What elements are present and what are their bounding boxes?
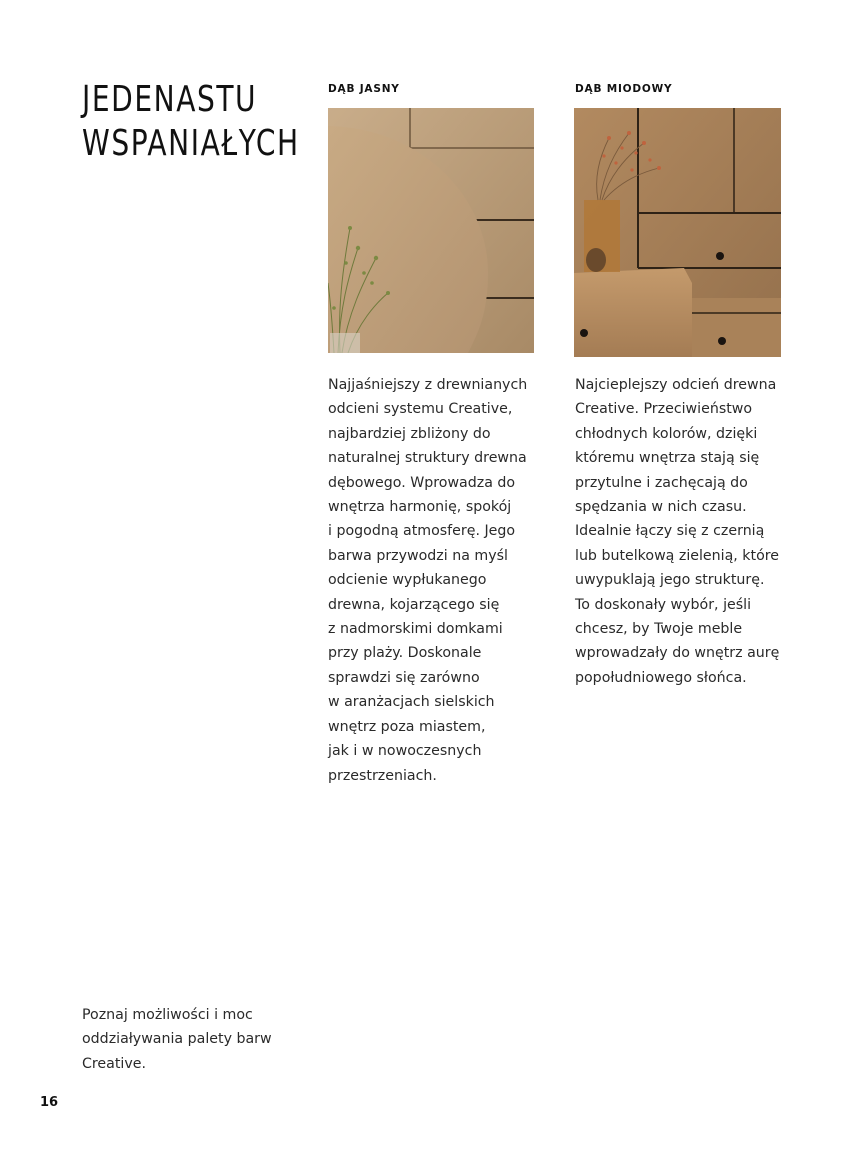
swatch-label-light-oak: DĄB JASNY [328, 83, 400, 95]
footer-note: Poznaj możliwości i moc oddziaływania palety barw Creative. [82, 1007, 272, 1072]
honey-oak-description: Najcieplejszy odcień drewna Creative. Przeciwieństwo chłodnych kolorów, dzięki któremu wnętrza stają się przytulne i zachęcają do spędzania w nich czasu. Idealnie łączy się z czernią lub butelkową zielenią, które uwypuklają jego strukturę. To doskonały wybór, jeśli chcesz, by Twoje meble wprowadzały do wnętrz aurę popołudniowego słońca. [575, 377, 780, 686]
page-title-line-2: WSPANIAŁYCH [82, 123, 300, 164]
swatch-label-honey-oak: DĄB MIODOWY [575, 83, 673, 95]
light-oak-photo [328, 108, 534, 353]
page-number: 16 [40, 1095, 59, 1110]
page-title [82, 78, 300, 166]
page-title-line-1: JEDENASTU [82, 79, 258, 120]
light-oak-description: Najjaśniejszy z drewnianych odcieni systemu Creative, najbardziej zbliżony do naturalnej struktury drewna dębowego. Wprowadza do wnętrza harmonię, spokój i pogodną atmosferę. Jego barwa przywodzi na myśl odcienie wypłukanego drewna, kojarzącego się z nadmorskimi domkami przy plaży. Doskonale sprawdzi się zarówno w aranżacjach sielskich wnętrz poza miastem, jak i w nowoczesnych przestrzeniach. [328, 377, 528, 784]
honey-oak-photo [574, 108, 781, 357]
